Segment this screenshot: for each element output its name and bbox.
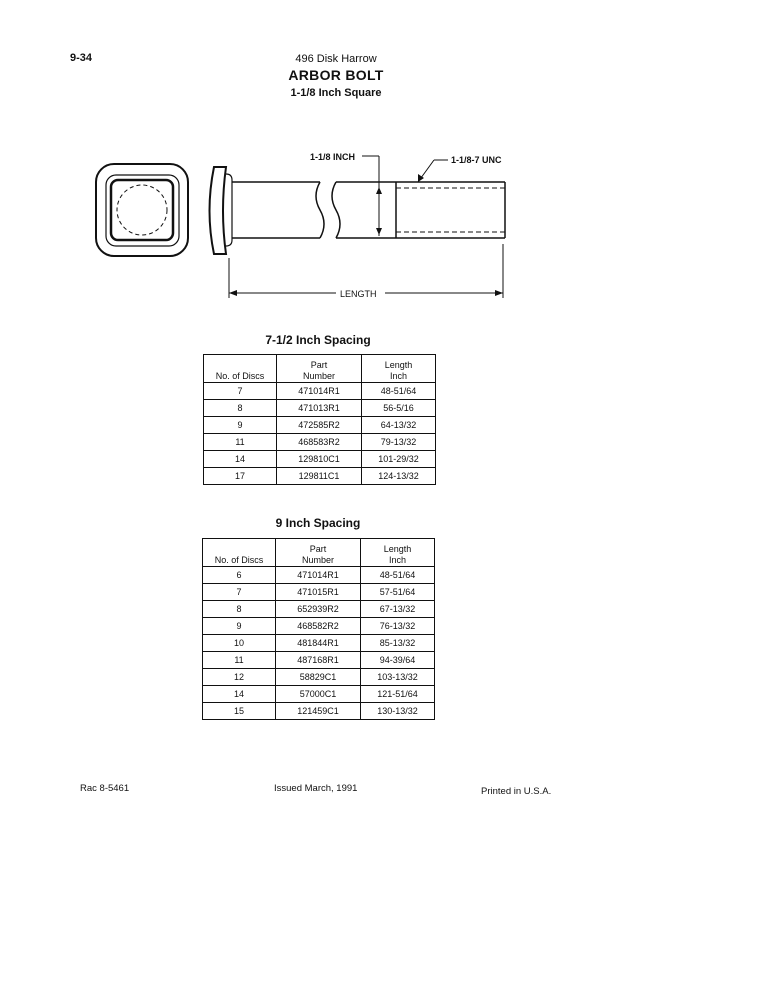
length-cell: 79-13/32 (362, 434, 436, 451)
footer-printed: Printed in U.S.A. (481, 786, 552, 797)
part-number-cell: 471014R1 (277, 383, 362, 400)
column-header (203, 539, 276, 567)
column-header (362, 355, 436, 383)
disc-count-cell: 11 (203, 652, 276, 669)
length-cell: 48-51/64 (361, 567, 435, 584)
column-header-line2: Inch (389, 371, 407, 381)
part-number-cell: 472585R2 (277, 417, 362, 434)
table2-title: 9 Inch Spacing (275, 516, 361, 530)
part-number-cell: 129811C1 (277, 468, 362, 485)
length-label: LENGTH (340, 289, 377, 299)
column-header-line2: Number (302, 371, 335, 381)
arbor-bolt-diagram (0, 0, 772, 310)
square-dimension-line (362, 156, 379, 236)
disc-count-cell: 11 (204, 434, 277, 451)
length-cell: 103-13/32 (361, 669, 435, 686)
column-header (204, 355, 277, 383)
column-header-line1: Length (383, 544, 412, 554)
disc-count-cell: 9 (203, 618, 276, 635)
table-row (204, 417, 436, 434)
part-number-cell: 121459C1 (276, 703, 361, 720)
table-header-row (204, 355, 436, 383)
length-cell: 76-13/32 (361, 618, 435, 635)
page-number: 9-34 (70, 52, 93, 64)
disc-count-cell: 14 (203, 686, 276, 703)
part-number-cell: 58829C1 (276, 669, 361, 686)
table-row (203, 601, 435, 618)
disc-count-cell: 7 (203, 584, 276, 601)
column-header-line1: Part (310, 360, 328, 370)
spacing-7-5-table (203, 354, 436, 485)
column-header (277, 355, 362, 383)
part-number-cell: 468583R2 (277, 434, 362, 451)
disc-count-cell: 7 (204, 383, 277, 400)
column-header-line2: No. of Discs (215, 371, 265, 381)
disc-count-cell: 8 (203, 601, 276, 618)
disc-count-cell: 17 (204, 468, 277, 485)
part-number-cell: 471015R1 (276, 584, 361, 601)
bolt-side-view (210, 167, 506, 254)
table-row (203, 686, 435, 703)
part-number-cell: 487168R1 (276, 652, 361, 669)
bolt-size: 1-1/8 Inch Square (290, 87, 382, 99)
disc-count-cell: 15 (203, 703, 276, 720)
table-row (204, 451, 436, 468)
disc-count-cell: 12 (203, 669, 276, 686)
length-cell: 94-39/64 (361, 652, 435, 669)
table-header-row (203, 539, 435, 567)
thread-spec-label: 1-1/8-7 UNC (451, 155, 502, 165)
part-number-cell: 652939R2 (276, 601, 361, 618)
table-row (203, 652, 435, 669)
page-title: ARBOR BOLT (288, 67, 384, 83)
length-cell: 67-13/32 (361, 601, 435, 618)
length-cell: 64-13/32 (362, 417, 436, 434)
length-cell: 130-13/32 (361, 703, 435, 720)
bolt-end-view (96, 164, 188, 256)
part-number-cell: 471013R1 (277, 400, 362, 417)
table1-title: 7-1/2 Inch Spacing (265, 333, 371, 347)
spacing-9-table (202, 538, 435, 720)
table-row (203, 703, 435, 720)
column-header (361, 539, 435, 567)
column-header-line2: Inch (388, 555, 406, 565)
length-cell: 85-13/32 (361, 635, 435, 652)
document-subtitle: 496 Disk Harrow (295, 53, 377, 65)
table-row (204, 383, 436, 400)
table-row (204, 468, 436, 485)
table-row (204, 434, 436, 451)
table-row (204, 400, 436, 417)
table-row (203, 584, 435, 601)
length-cell: 101-29/32 (362, 451, 436, 468)
length-cell: 48-51/64 (362, 383, 436, 400)
column-header (276, 539, 361, 567)
table-row (203, 567, 435, 584)
footer-reference: Rac 8-5461 (80, 783, 130, 794)
disc-count-cell: 14 (204, 451, 277, 468)
disc-count-cell: 9 (204, 417, 277, 434)
table-row (203, 669, 435, 686)
part-number-cell: 57000C1 (276, 686, 361, 703)
disc-count-cell: 8 (204, 400, 277, 417)
disc-count-cell: 6 (203, 567, 276, 584)
length-cell: 57-51/64 (361, 584, 435, 601)
disc-count-cell: 10 (203, 635, 276, 652)
length-cell: 121-51/64 (361, 686, 435, 703)
table-row (203, 635, 435, 652)
column-header-line1: Part (309, 544, 327, 554)
part-number-cell: 129810C1 (277, 451, 362, 468)
column-header-line1: Length (384, 360, 413, 370)
square-dimension-label: 1-1/8 INCH (310, 152, 356, 162)
column-header-line2: No. of Discs (214, 555, 264, 565)
footer-issued-date: Issued March, 1991 (274, 783, 358, 794)
part-number-cell: 468582R2 (276, 618, 361, 635)
part-number-cell: 481844R1 (276, 635, 361, 652)
column-header-line2: Number (301, 555, 334, 565)
table-row (203, 618, 435, 635)
part-number-cell: 471014R1 (276, 567, 361, 584)
length-cell: 124-13/32 (362, 468, 436, 485)
length-cell: 56-5/16 (362, 400, 436, 417)
